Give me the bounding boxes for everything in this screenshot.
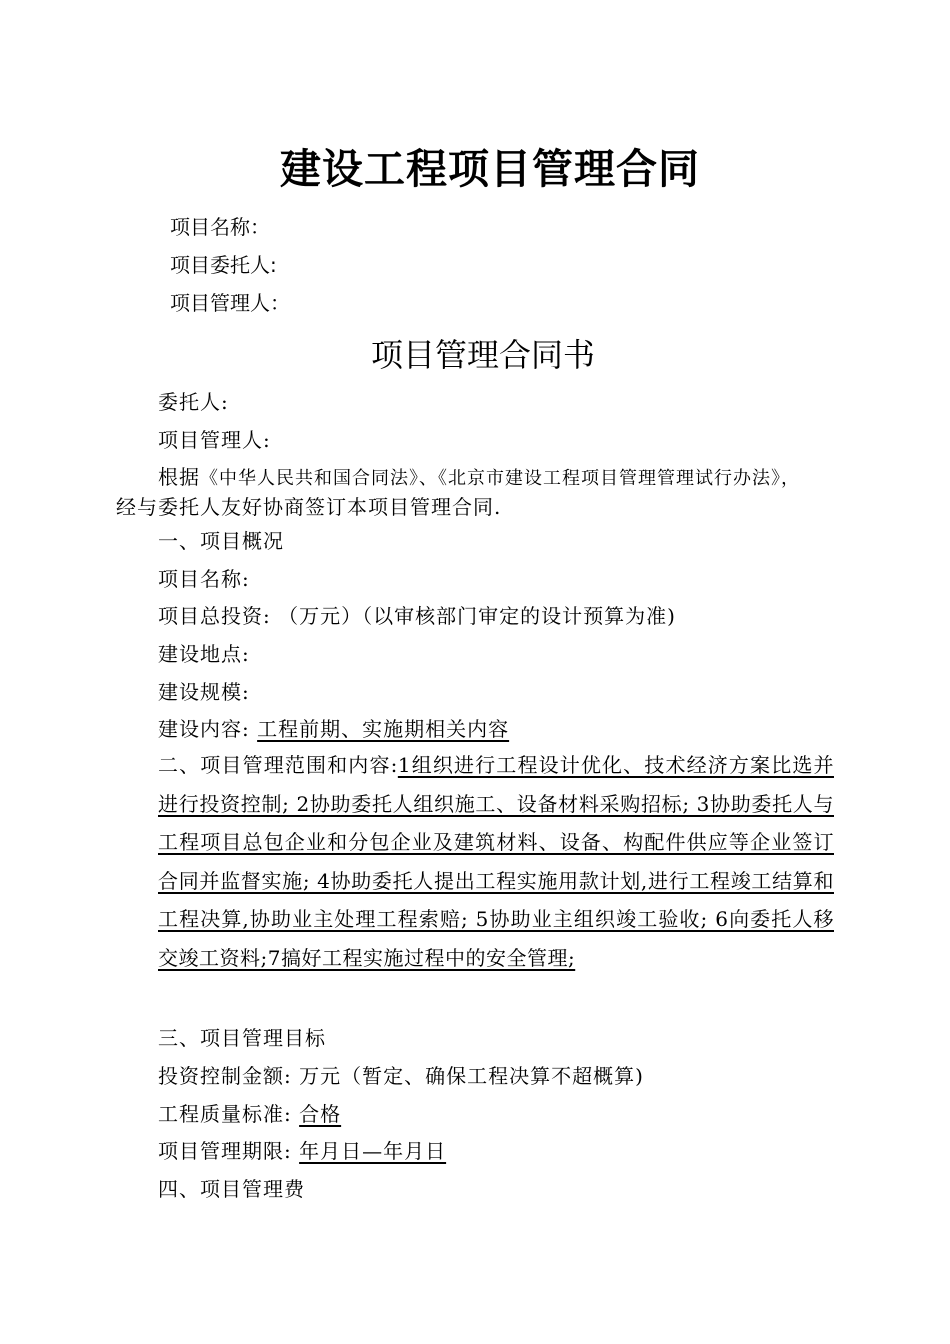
section1-heading: 一、项目概况 (158, 529, 284, 553)
period-field (158, 1135, 446, 1164)
content-field (158, 713, 509, 742)
cover-client-label: 项目委托人: (170, 253, 277, 277)
basis-line-2: 经与委托人友好协商签订本项目管理合同. (116, 495, 502, 519)
section2-text: 1组织进行工程设计优化、技术经济方案比选并进行投资控制; 2协助委托人组织施工、设备材料采购招标; 3协助委托人与工程项目总包企业和分包企业及建筑材料、设备、构配件供应等企业签订合同并监督实施; 4协助委托人提出工程实施用款计划,进行工程竣工结算和工程决算,协助业主处理工程索赔; 5协助业主组织竣工验收; 6向委托人移交竣工资料;7搞好工程实施过程中的安全管理; (158, 753, 834, 970)
quality-label: 工程质量标准: (158, 1102, 300, 1126)
scale-field: 建设规模: (158, 680, 250, 704)
content-value: 工程前期、实施期相关内容 (257, 717, 510, 741)
period-value: 年月日—年月日 (299, 1139, 447, 1163)
document-title: 建设工程项目管理合同 (280, 145, 700, 193)
client-label: 委托人: (158, 390, 229, 414)
period-label: 项目管理期限: (158, 1139, 300, 1163)
location-field: 建设地点: (158, 642, 250, 666)
manager-label: 项目管理人: (158, 428, 271, 452)
section4-heading: 四、项目管理费 (158, 1177, 305, 1201)
section3-heading: 三、项目管理目标 (158, 1026, 326, 1050)
project-name-field: 项目名称: (158, 567, 250, 591)
investment-control-field: 投资控制金额: 万元（暂定、确保工程决算不超概算) (158, 1064, 644, 1088)
basis-line (158, 461, 800, 490)
quality-field (158, 1098, 341, 1127)
cover-manager-label: 项目管理人： (170, 291, 290, 315)
investment-field: 项目总投资: （万元）（以审核部门审定的设计预算为准) (158, 604, 676, 628)
content-label: 建设内容: (158, 717, 258, 741)
basis-laws: 《中华人民共和国合同法》、《北京市建设工程项目管理管理试行办法》， (200, 468, 800, 489)
section2-heading: 二、项目管理范围和内容: (158, 753, 398, 777)
basis-prefix: 根据 (158, 465, 200, 489)
quality-value: 合格 (299, 1102, 342, 1126)
cover-project-name-label: 项目名称： (170, 215, 270, 239)
contract-heading: 项目管理合同书 (370, 336, 595, 374)
section2-scope (158, 746, 834, 977)
